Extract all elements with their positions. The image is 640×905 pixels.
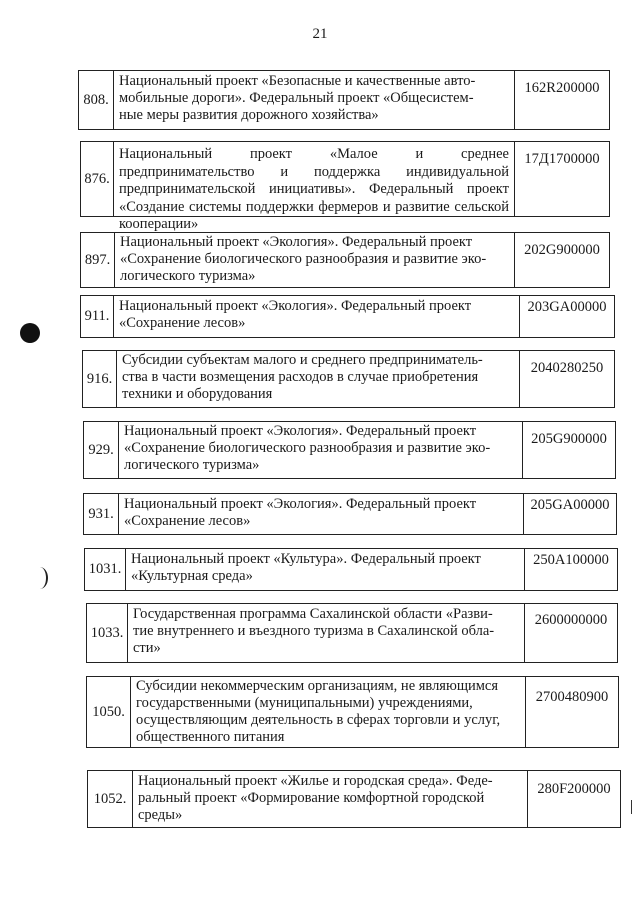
row-number: 931. — [84, 494, 119, 534]
row-number: 911. — [81, 296, 114, 337]
description-line: «Сохранение лесов» — [124, 513, 251, 529]
description-line: Субсидии некоммерческим организациям, не являющимся — [136, 678, 499, 694]
row-description — [119, 494, 524, 534]
table-row-929 — [83, 421, 616, 479]
description-line: общественного питания — [136, 729, 285, 745]
row-code: 2700480900 — [535, 689, 609, 705]
row-code: 2600000000 — [534, 612, 608, 628]
table-row-911 — [80, 295, 615, 338]
table-row-897 — [80, 232, 610, 288]
row-description — [126, 549, 525, 590]
description-line: ства в части возмещения расходов в случае приобретения — [122, 369, 479, 385]
description-line: осуществляющим деятельность в сферах торговли и услуг, — [136, 712, 501, 728]
row-number: 1031. — [85, 549, 126, 590]
row-number: 1033. — [87, 604, 128, 662]
row-code: 2040280250 — [530, 360, 604, 376]
row-description — [119, 422, 523, 478]
description-line: логического туризма» — [120, 268, 256, 284]
description-line: Национальный проект «Экология». Федеральный проект — [124, 423, 477, 439]
row-number: 1052. — [88, 771, 133, 827]
table-row-1031 — [84, 548, 618, 591]
row-description — [114, 142, 515, 232]
description-line: Национальный проект «Культура». Федеральный проект — [131, 551, 481, 567]
page-number: 21 — [312, 26, 328, 42]
row-number: 1050. — [87, 677, 131, 747]
row-number: 929. — [84, 422, 119, 478]
edge-mark — [628, 800, 632, 814]
description-line: государственными (муниципальными) учреждениями, — [136, 695, 473, 711]
table-row-876 — [80, 141, 610, 232]
binder-hole-mark — [20, 323, 40, 343]
table-row-916 — [82, 350, 615, 408]
table-row-1052 — [87, 770, 621, 828]
description-line: «Сохранение биологического разнообразия и развитие эко- — [124, 440, 491, 456]
row-description — [131, 677, 526, 747]
table-row-1033 — [86, 603, 618, 663]
description-line: «Сохранение лесов» — [119, 315, 246, 331]
row-number: 916. — [83, 351, 117, 407]
description-line: ные меры развития дорожного хозяйства» — [119, 107, 379, 123]
description-line: ральный проект «Формирование комфортной городской — [138, 790, 485, 806]
description-line: Национальный проект «Экология». Федеральный проект — [120, 234, 473, 250]
description-line: мобильные дороги». Федеральный проект «Общесистем- — [119, 90, 474, 106]
row-code: 250A100000 — [533, 552, 609, 568]
table-row-808 — [78, 70, 610, 130]
row-description — [114, 296, 520, 337]
description-line: Национальный проект «Малое и среднее предпринимательство и поддержка индивидуальной предпринимательской инициативы». Федеральный проект «Создание системы поддержки фермеров и развитие сельской кооперации» — [119, 146, 509, 232]
row-number: 897. — [81, 233, 115, 287]
description-line: Национальный проект «Экология». Федеральный проект — [124, 496, 477, 512]
row-code: 17Д1700000 — [524, 151, 600, 167]
description-line: Субсидии субъектам малого и среднего предприниматель- — [122, 352, 483, 368]
table-row-931 — [83, 493, 617, 535]
row-code: 202G900000 — [524, 242, 600, 258]
row-code: 162R200000 — [524, 80, 600, 96]
description-line: Государственная программа Сахалинской области «Разви- — [133, 606, 493, 622]
description-line: Национальный проект «Безопасные и качественные авто- — [119, 73, 476, 89]
row-number: 808. — [79, 71, 114, 129]
row-number: 876. — [81, 142, 114, 216]
description-line: среды» — [138, 807, 183, 823]
row-description — [114, 71, 515, 129]
row-description — [128, 604, 525, 662]
description-line: «Сохранение биологического разнообразия и развитие эко- — [120, 251, 487, 267]
row-description — [115, 233, 515, 287]
description-line: техники и оборудования — [122, 386, 273, 402]
description-line: логического туризма» — [124, 457, 260, 473]
row-code: 203GA00000 — [527, 299, 607, 315]
row-description — [133, 771, 528, 827]
description-line: Национальный проект «Экология». Федеральный проект — [119, 298, 472, 314]
row-code: 205GA00000 — [530, 497, 610, 513]
row-code: 280F200000 — [537, 781, 611, 797]
row-description — [117, 351, 520, 407]
table-row-1050 — [86, 676, 619, 748]
margin-bracket-mark — [32, 567, 48, 589]
description-line: «Культурная среда» — [131, 568, 253, 584]
description-line: Национальный проект «Жилье и городская среда». Феде- — [138, 773, 493, 789]
row-code: 205G900000 — [531, 431, 607, 447]
description-line: сти» — [133, 640, 161, 656]
description-line: тие внутреннего и въездного туризма в Сахалинской обла- — [133, 623, 495, 639]
